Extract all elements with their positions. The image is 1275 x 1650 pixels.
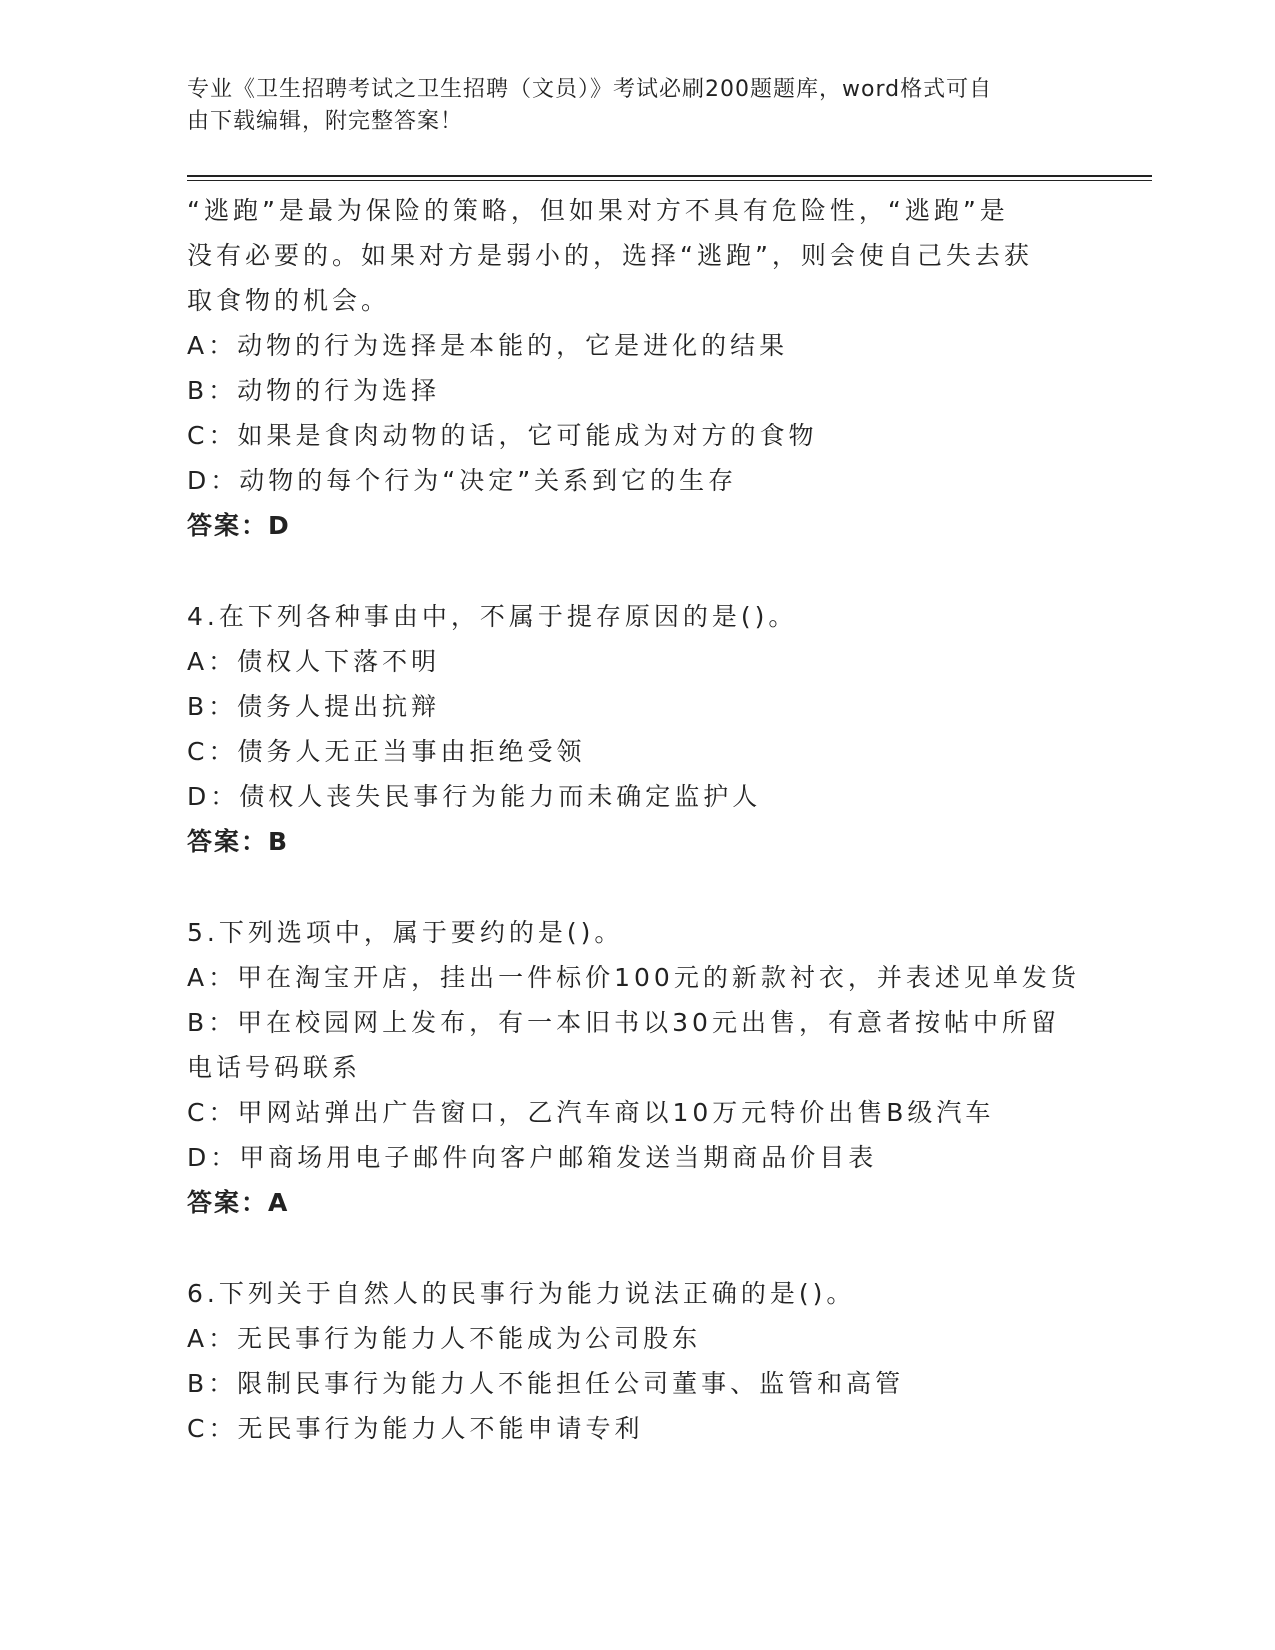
question-3 [187, 188, 1087, 548]
document-header [187, 74, 1067, 138]
option-a: A：无民事行为能力人不能成为公司股东 [187, 1324, 702, 1353]
option-c: C：无民事行为能力人不能申请专利 [187, 1414, 644, 1443]
spacer [187, 864, 1087, 910]
header-line-2: 由下载编辑，附完整答案！ [187, 109, 464, 134]
option-b: B：甲在校园网上发布，有一本旧书以30元出售，有意者按帖中所留 [187, 1008, 1060, 1037]
answer-label: 答案：A [187, 1188, 290, 1217]
option-a: A：债权人下落不明 [187, 647, 441, 676]
option-d: D：债权人丧失民事行为能力而未确定监护人 [187, 782, 762, 811]
answer-label: 答案：D [187, 511, 291, 540]
option-a: A：动物的行为选择是本能的，它是进化的结果 [187, 331, 789, 360]
question-stem: 6.下列关于自然人的民事行为能力说法正确的是()。 [187, 1279, 856, 1308]
option-d: D：动物的每个行为“决定”关系到它的生存 [187, 466, 738, 495]
header-line-1: 专业《卫生招聘考试之卫生招聘（文员）》考试必刷200题题库，word格式可自 [187, 77, 993, 102]
header-divider-thin [187, 180, 1152, 181]
question-stem: 5.下列选项中，属于要约的是()。 [187, 918, 624, 947]
option-b-continued: 电话号码联系 [187, 1053, 362, 1082]
question-stem-line: 取食物的机会。 [187, 286, 391, 315]
header-divider-thick [187, 175, 1152, 177]
spacer [187, 1225, 1087, 1271]
question-stem-line: 没有必要的。如果对方是弱小的，选择“逃跑”，则会使自己失去获 [187, 241, 1033, 270]
spacer [187, 548, 1087, 594]
option-b: B：债务人提出抗辩 [187, 692, 441, 721]
question-list [187, 188, 1087, 1451]
option-c: C：甲网站弹出广告窗口，乙汽车商以10万元特价出售B级汽车 [187, 1098, 995, 1127]
option-c: C：如果是食肉动物的话，它可能成为对方的食物 [187, 421, 818, 450]
question-stem: 4.在下列各种事由中，不属于提存原因的是()。 [187, 602, 798, 631]
answer-label: 答案：B [187, 827, 290, 856]
question-6 [187, 1271, 1087, 1451]
question-4 [187, 594, 1087, 864]
option-b: B：动物的行为选择 [187, 376, 441, 405]
question-stem-line: “逃跑”是最为保险的策略，但如果对方不具有危险性，“逃跑”是 [187, 196, 1009, 225]
option-c: C：债务人无正当事由拒绝受领 [187, 737, 586, 766]
question-5 [187, 910, 1087, 1225]
option-d: D：甲商场用电子邮件向客户邮箱发送当期商品价目表 [187, 1143, 878, 1172]
option-a: A：甲在淘宝开店，挂出一件标价100元的新款衬衣，并表述见单发货 [187, 963, 1080, 992]
option-b: B：限制民事行为能力人不能担任公司董事、监管和高管 [187, 1369, 905, 1398]
